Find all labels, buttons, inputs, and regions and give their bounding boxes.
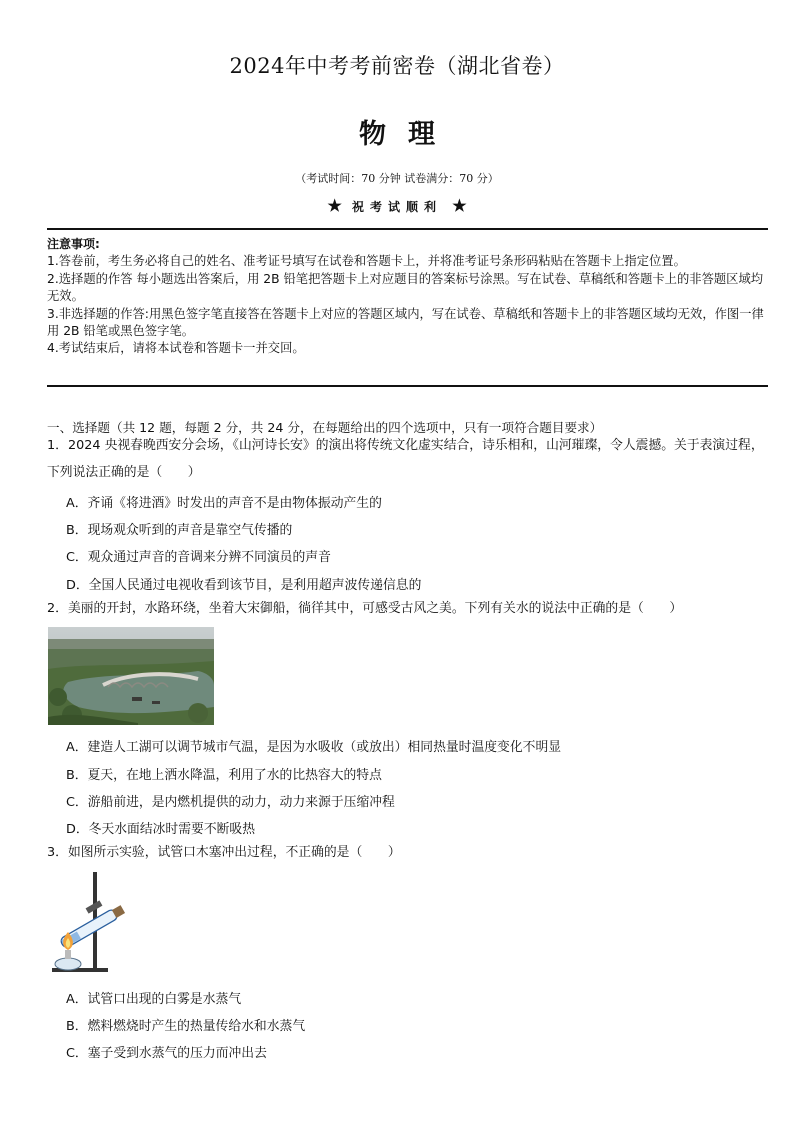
question-3-stem: 3．如图所示实验，试管口木塞冲出过程，不正确的是（ ） — [47, 845, 401, 860]
question-3-option-a: A．试管口出现的白雾是水蒸气 — [66, 992, 242, 1007]
kaifeng-waterway-image — [48, 627, 214, 725]
question-1-option-a: A．齐诵《将进酒》时发出的声音不是由物体振动产生的 — [66, 496, 382, 511]
notice-heading: 注意事项: — [47, 237, 100, 251]
blessing-line — [0, 196, 794, 215]
question-2-option-b: B．夏天，在地上洒水降温，利用了水的比热容大的特点 — [66, 768, 382, 783]
question-3-option-c: C．塞子受到水蒸气的压力而冲出去 — [66, 1046, 267, 1061]
kaifeng-waterway-photo — [48, 627, 214, 725]
bottom-divider — [47, 385, 768, 387]
question-1-option-c: C．观众通过声音的音调来分辨不同演员的声音 — [66, 550, 331, 565]
test-tube-diagram — [46, 868, 138, 978]
section-heading: 一、选择题（共 12 题，每题 2 分，共 24 分，在每题给出的四个选项中，只有一项符合题目要求） — [47, 420, 603, 435]
notice-item: 4.考试结束后，请将本试卷和答题卡一并交回。 — [47, 341, 305, 356]
question-1-stem: 1．2024 央视春晚西安分会场，《山河诗长安》的演出将传统文化虚实结合，诗乐相和，山河璀璨，令人震撼。关于表演过程，下列说法正确的是（ ） — [47, 438, 764, 480]
blessing-text: 祝考试顺利 — [351, 200, 442, 214]
top-divider — [47, 228, 768, 230]
question-1-option-b: B．现场观众听到的声音是靠空气传播的 — [66, 523, 293, 538]
notice-item: 3.非选择题的作答:用黑色签字笔直接答在答题卡上对应的答题区域内，写在试卷、草稿纸和答题卡上的非答题区域均无效，作图一律用 2B 铅笔或黑色签字笔。 — [47, 306, 764, 339]
question-1-option-d: D．全国人民通过电视收看到该节目，是利用超声波传递信息的 — [66, 578, 422, 593]
exam-title: 2024年中考考前密卷（湖北省卷） — [229, 54, 565, 78]
star-icon: ★ — [452, 196, 467, 215]
question-2-option-d: D．冬天水面结冰时需要不断吸热 — [66, 822, 256, 837]
question-2-stem: 2．美丽的开封，水路环绕，坐着大宋御船，徜徉其中，可感受古风之美。下列有关水的说法中正确的是（ ） — [47, 601, 683, 616]
notice-item: 1.答卷前，考生务必将自己的姓名、准考证号填写在试卷和答题卡上，并将准考证号条形码粘贴在答题卡上指定位置。 — [47, 254, 686, 269]
subject-title: 物理 — [359, 119, 457, 150]
test-tube-apparatus — [46, 868, 138, 978]
star-icon: ★ — [327, 196, 342, 215]
question-2-option-c: C．游船前进，是内燃机提供的动力，动力来源于压缩冲程 — [66, 795, 395, 810]
notice-item: 2.选择题的作答 每小题选出答案后，用 2B 铅笔把答题卡上对应题目的答案标号涂黑。写在试卷、草稿纸和答题卡上的非答题区域均无效。 — [47, 271, 764, 304]
notice-box — [47, 236, 765, 358]
question-3-option-b: B．燃料燃烧时产生的热量传给水和水蒸气 — [66, 1019, 306, 1034]
question-2-option-a: A．建造人工湖可以调节城市气温，是因为水吸收（或放出）相同热量时温度变化不明显 — [66, 740, 562, 755]
exam-info: （考试时间：70 分钟 试卷满分：70 分） — [295, 172, 499, 185]
